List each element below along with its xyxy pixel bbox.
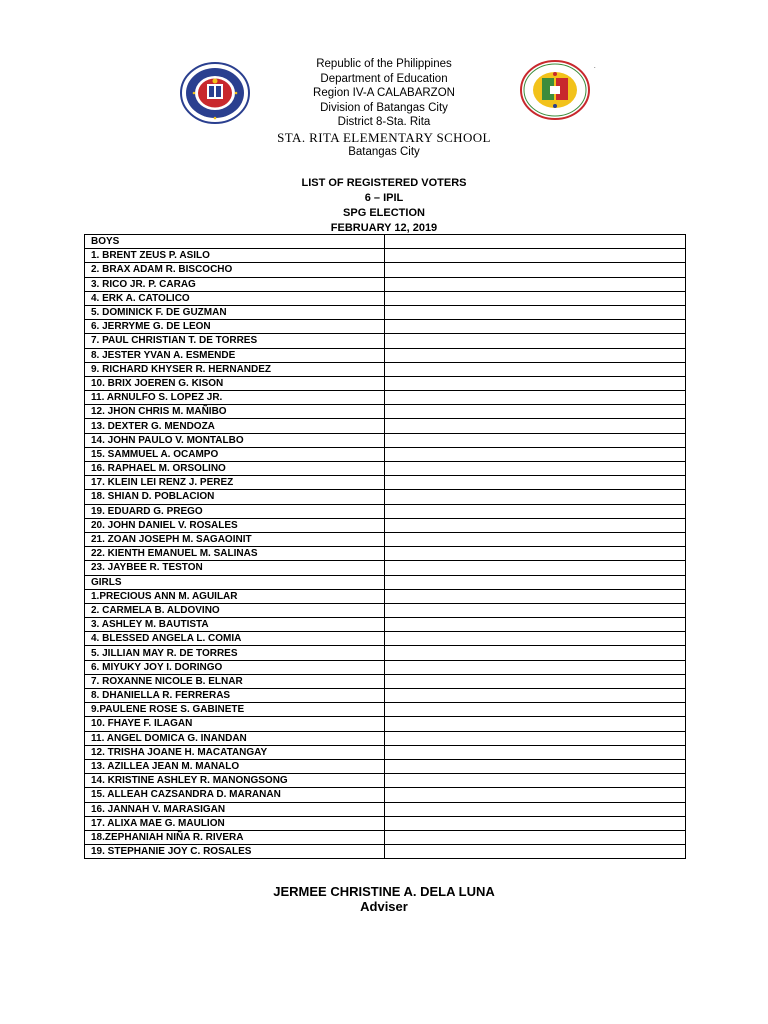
blank-cell (385, 291, 686, 305)
table-row (85, 660, 686, 674)
voter-name-cell: 5. DOMINICK F. DE GUZMAN (85, 305, 385, 319)
voter-name-cell: 9. RICHARD KHYSER R. HERNANDEZ (85, 362, 385, 376)
letterhead-line: Division of Batangas City (320, 101, 448, 114)
voter-name-cell: 19. EDUARD G. PREGO (85, 504, 385, 518)
blank-cell (385, 703, 686, 717)
voter-name-cell: 1. BRENT ZEUS P. ASILO (85, 249, 385, 263)
table-row (85, 745, 686, 759)
blank-cell (385, 618, 686, 632)
voters-table-body (85, 235, 686, 859)
voter-name-cell: 11. ARNULFO S. LOPEZ JR. (85, 391, 385, 405)
table-row (85, 689, 686, 703)
table-row (85, 305, 686, 319)
table-row (85, 277, 686, 291)
blank-cell (385, 462, 686, 476)
voter-name-cell: 18. SHIAN D. POBLACION (85, 490, 385, 504)
table-row (85, 703, 686, 717)
blank-cell (385, 674, 686, 688)
voter-name-cell: 21. ZOAN JOSEPH M. SAGAOINIT (85, 532, 385, 546)
section-label-cell: GIRLS (85, 575, 385, 589)
table-row (85, 845, 686, 859)
voter-name-cell: 18.ZEPHANIAH NIÑA R. RIVERA (85, 830, 385, 844)
voter-name-cell: 6. MIYUKY JOY I. DORINGO (85, 660, 385, 674)
table-row (85, 447, 686, 461)
voter-name-cell: 13. AZILLEA JEAN M. MANALO (85, 759, 385, 773)
table-row (85, 774, 686, 788)
blank-cell (385, 561, 686, 575)
table-row (85, 589, 686, 603)
blank-cell (385, 774, 686, 788)
voter-name-cell: 17. KLEIN LEI RENZ J. PEREZ (85, 476, 385, 490)
voter-name-cell: 10. FHAYE F. ILAGAN (85, 717, 385, 731)
adviser-name: JERMEE CHRISTINE A. DELA LUNA (273, 884, 495, 899)
voter-name-cell: 1.PRECIOUS ANN M. AGUILAR (85, 589, 385, 603)
table-row (85, 816, 686, 830)
table-row (85, 504, 686, 518)
section-row-girls (85, 575, 686, 589)
table-row (85, 788, 686, 802)
table-row (85, 462, 686, 476)
voter-name-cell: 2. CARMELA B. ALDOVINO (85, 603, 385, 617)
blank-cell (385, 788, 686, 802)
table-row (85, 334, 686, 348)
table-row (85, 433, 686, 447)
table-row (85, 249, 686, 263)
table-row (85, 263, 686, 277)
section-row-boys (85, 235, 686, 249)
blank-cell (385, 589, 686, 603)
blank-cell (385, 320, 686, 334)
blank-cell (385, 348, 686, 362)
table-row (85, 532, 686, 546)
voter-name-cell: 5. JILLIAN MAY R. DE TORRES (85, 646, 385, 660)
voter-name-cell: 4. ERK A. CATOLICO (85, 291, 385, 305)
table-row (85, 547, 686, 561)
blank-cell (385, 433, 686, 447)
blank-cell (385, 391, 686, 405)
blank-cell (385, 632, 686, 646)
blank-cell (385, 731, 686, 745)
table-row (85, 632, 686, 646)
blank-cell (385, 376, 686, 390)
voter-name-cell: 8. JESTER YVAN A. ESMENDE (85, 348, 385, 362)
decorative-dot: . (594, 64, 596, 70)
voter-name-cell: 12. TRISHA JOANE H. MACATANGAY (85, 745, 385, 759)
table-row (85, 518, 686, 532)
blank-cell (385, 603, 686, 617)
letterhead-line: Republic of the Philippines (316, 58, 452, 70)
blank-cell (385, 689, 686, 703)
voter-name-cell: 19. STEPHANIE JOY C. ROSALES (85, 845, 385, 859)
voter-name-cell: 10. BRIX JOEREN G. KISON (85, 376, 385, 390)
blank-cell (385, 504, 686, 518)
blank-cell (385, 305, 686, 319)
blank-cell (385, 235, 686, 249)
blank-cell (385, 419, 686, 433)
blank-cell (385, 362, 686, 376)
table-row (85, 802, 686, 816)
table-row (85, 362, 686, 376)
blank-cell (385, 802, 686, 816)
event-title: SPG ELECTION (343, 207, 425, 219)
voter-name-cell: 15. SAMMUEL A. OCAMPO (85, 447, 385, 461)
voter-name-cell: 17. ALIXA MAE G. MAULION (85, 816, 385, 830)
table-row (85, 405, 686, 419)
table-row (85, 759, 686, 773)
blank-cell (385, 405, 686, 419)
blank-cell (385, 547, 686, 561)
blank-cell (385, 646, 686, 660)
blank-cell (385, 717, 686, 731)
school-city: Batangas City (348, 145, 420, 158)
blank-cell (385, 816, 686, 830)
blank-cell (385, 249, 686, 263)
voters-table (84, 234, 686, 859)
voter-name-cell: 16. RAPHAEL M. ORSOLINO (85, 462, 385, 476)
voter-name-cell: 3. RICO JR. P. CARAG (85, 277, 385, 291)
blank-cell (385, 518, 686, 532)
blank-cell (385, 745, 686, 759)
voter-name-cell: 9.PAULENE ROSE S. GABINETE (85, 703, 385, 717)
blank-cell (385, 263, 686, 277)
blank-cell (385, 830, 686, 844)
table-row (85, 561, 686, 575)
list-title: LIST OF REGISTERED VOTERS (301, 177, 467, 189)
blank-cell (385, 660, 686, 674)
voter-name-cell: 8. DHANIELLA R. FERRERAS (85, 689, 385, 703)
table-row (85, 674, 686, 688)
letterhead-line: District 8-Sta. Rita (337, 116, 431, 129)
blank-cell (385, 476, 686, 490)
voter-name-cell: 14. JOHN PAULO V. MONTALBO (85, 433, 385, 447)
blank-cell (385, 532, 686, 546)
voter-name-cell: 4. BLESSED ANGELA L. COMIA (85, 632, 385, 646)
voter-name-cell: 3. ASHLEY M. BAUTISTA (85, 618, 385, 632)
event-date: FEBRUARY 12, 2019 (330, 222, 438, 234)
table-row (85, 419, 686, 433)
table-row (85, 603, 686, 617)
voter-name-cell: 14. KRISTINE ASHLEY R. MANONGSONG (85, 774, 385, 788)
table-row (85, 291, 686, 305)
document-titles (0, 176, 768, 236)
blank-cell (385, 277, 686, 291)
blank-cell (385, 334, 686, 348)
table-row (85, 320, 686, 334)
table-row (85, 476, 686, 490)
school-name: STA. RITA ELEMENTARY SCHOOL (277, 129, 491, 145)
table-row (85, 348, 686, 362)
voter-name-cell: 20. JOHN DANIEL V. ROSALES (85, 518, 385, 532)
blank-cell (385, 575, 686, 589)
voter-name-cell: 23. JAYBEE R. TESTON (85, 561, 385, 575)
table-row (85, 646, 686, 660)
voter-name-cell: 12. JHON CHRIS M. MAÑIBO (85, 405, 385, 419)
blank-cell (385, 845, 686, 859)
letterhead-line: Department of Education (320, 72, 448, 85)
voter-name-cell: 11. ANGEL DOMICA G. INANDAN (85, 731, 385, 745)
table-row (85, 731, 686, 745)
voter-name-cell: 2. BRAX ADAM R. BISCOCHO (85, 263, 385, 277)
section-label-cell: BOYS (85, 235, 385, 249)
blank-cell (385, 759, 686, 773)
voter-name-cell: 6. JERRYME G. DE LEON (85, 320, 385, 334)
table-row (85, 830, 686, 844)
table-row (85, 490, 686, 504)
voter-name-cell: 22. KIENTH EMANUEL M. SALINAS (85, 547, 385, 561)
voter-name-cell: 16. JANNAH V. MARASIGAN (85, 802, 385, 816)
blank-cell (385, 447, 686, 461)
voter-name-cell: 15. ALLEAH CAZSANDRA D. MARANAN (85, 788, 385, 802)
table-row (85, 717, 686, 731)
signature-block (0, 884, 768, 914)
voter-name-cell: 7. PAUL CHRISTIAN T. DE TORRES (85, 334, 385, 348)
voter-name-cell: 7. ROXANNE NICOLE B. ELNAR (85, 674, 385, 688)
blank-cell (385, 490, 686, 504)
letterhead-line: Region IV-A CALABARZON (313, 87, 455, 100)
table-row (85, 618, 686, 632)
section-title: 6 – IPIL (364, 192, 404, 204)
voter-name-cell: 13. DEXTER G. MENDOZA (85, 419, 385, 433)
adviser-role: Adviser (360, 899, 408, 914)
table-row (85, 391, 686, 405)
table-row (85, 376, 686, 390)
letterhead (0, 57, 768, 160)
